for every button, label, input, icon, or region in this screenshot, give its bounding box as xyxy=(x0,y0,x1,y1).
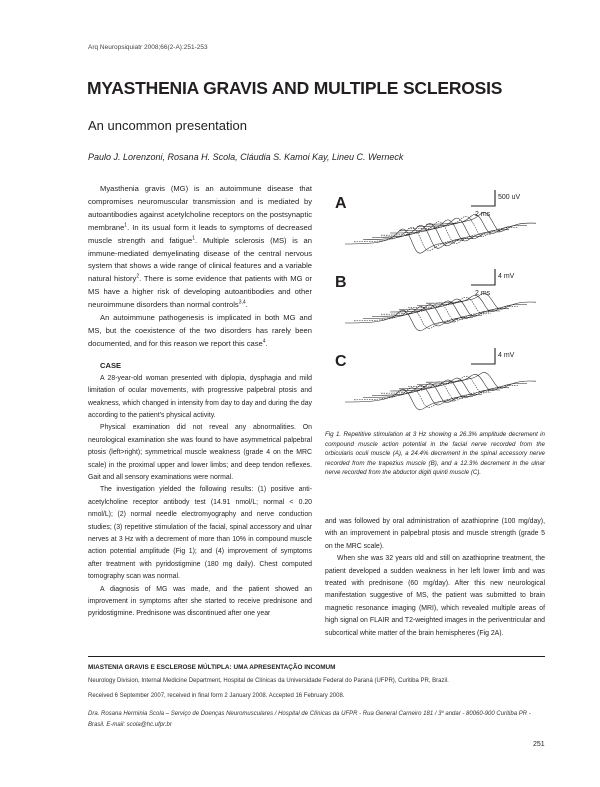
scale-time: 2 ms xyxy=(475,290,491,297)
case-paragraph-1: A 28-year-old woman presented with diplopia, dysphagia and mild limitation of ocular movements, with progressive palpebral ptosis and weakness, which changed in intensity from day to day and during the day according to the patient's physical activity. xyxy=(88,374,312,419)
correspondence-address: Dra. Rosana Herminia Scola – Serviço de Doenças Neuromusculares / Hospital de Clínicas da UFPR - Rua General Carneiro 181 / 3º andar - 80060-900 Curitiba PR - Brasil. E-mail: scola@hc.ufpr.br xyxy=(88,711,531,728)
figure-caption: Fig 1. Repetitive stimulation at 3 Hz showing a 26.3% amplitude decrement in compound muscle action potential in the facial nerve recorded from the orbicularis oculi muscle (A), a 24.4% decrement in the spinal accessory nerve recorded from the trapezius muscle (B), and a 12.3% decrement in the ulnar nerve recorded from the abductor digiti quinti muscle (C). xyxy=(325,431,545,477)
intro-paragraph-2: An autoimmune pathogenesis is implicated in both MG and MS, but the coexistence of the two disorders has rarely been documented, and for this reason we report this case$^4$. xyxy=(88,313,312,348)
figure-1 xyxy=(325,186,543,424)
scale-time: 2 ms xyxy=(475,211,491,218)
panel-label: B xyxy=(335,274,347,291)
scale-amplitude: 4 mV xyxy=(498,273,515,280)
case-paragraph-4: A diagnosis of MG was made, and the patient showed an improvement in symptoms after she started to receive prednisone and pyridostigmine. Prednisone was discontinued after one year xyxy=(88,585,312,618)
case-paragraph-3: The investigation yielded the following results: (1) positive anti-acetylcholine receptor antibody test (14.91 nmol/L; normal < 0.20 nmol/L); (2) normal needle electromyography and nerve conduction studies; (3) repetitive stimulation of the facial, spinal accessory and ulnar nerves at 3 Hz with a decrement of more than 10% in compound muscle action potential amplitude (Fig 1); and (4) improvement of symptoms after treatment with pyridostigmine (180 mg daily). Chest computed tomography scan was normal. xyxy=(88,486,312,581)
author-list: Paulo J. Lorenzoni, Rosana H. Scola, Cláudia S. Kamoi Kay, Lineu C. Werneck xyxy=(88,152,404,162)
page-number: 251 xyxy=(533,741,545,748)
portuguese-title: MIASTENIA GRAVIS E ESCLEROSE MÚLTIPLA: UMA APRESENTAÇÃO INCOMUM xyxy=(88,664,336,671)
panel-label: C xyxy=(335,353,347,370)
emg-traces-figure xyxy=(325,186,543,424)
right-column xyxy=(325,516,545,640)
scale-amplitude: 4 mV xyxy=(498,352,515,359)
case-paragraph-2: Physical examination did not reveal any abnormalities. On neurological examination she was found to have asymmetrical palpebral ptosis (left>right); symmetrical muscle weakness (grade 4 on the MRC scale) in the proximal upper and lower limbs; and deep tendon reflexes. Gait and all sensory examinations were normal. xyxy=(88,424,312,481)
affiliation-note: Neurology Division, Internal Medicine Department, Hospital de Clínicas da Universidade Federal do Paraná (UFPR), Curitiba PR, Brazil. xyxy=(88,678,449,684)
right-paragraph-1: and was followed by oral administration of azathioprine (100 mg/day), with an improvement in palpebral ptosis and muscle strength (grade 5 on the MRC scale). xyxy=(325,518,545,550)
intro-paragraph-1: Myasthenia gravis (MG) is an autoimmune disease that compromises neuromuscular transmission and is mediated by autoantibodies against acetylcholine receptors on the postsynaptic membrane$^1$. In its usual form it leads to symptoms of decreased muscle strength and fatigue$^1$. Multiple sclerosis (MS) is an immune-mediated demyelinating disease of the central nervous system that shows a wide range of clinical features and a variable natural history$^2$. There is some evidence that patients with MG or MS have a higher risk of developing autoantibodies and other neuroimmune disorders than normal controls$^{3,4}$. xyxy=(88,184,313,310)
left-column xyxy=(88,183,312,621)
footer-rule xyxy=(88,656,545,657)
article-subtitle: An uncommon presentation xyxy=(88,118,247,133)
panel-label: A xyxy=(335,195,347,212)
right-paragraph-2: When she was 32 years old and still on azathioprine treatment, the patient developed a sudden weakness in her left lower limb and was treated with prednisone (60 mg/day). After this new neurological manifestation suggestive of MS, the patient was submitted to brain magnetic resonance imaging (MRI), which revealed multiple areas of high signal on FLAIR and T2-weighted images in the periventricular and subcortical white matter of the brain hemispheres (Fig 2A). xyxy=(325,555,545,637)
scale-amplitude: 500 uV xyxy=(498,194,521,201)
received-note: Received 6 September 2007, received in final form 2 January 2008. Accepted 16 February 2008. xyxy=(88,693,345,699)
case-section xyxy=(88,373,312,621)
article-title: MYASTHENIA GRAVIS AND MULTIPLE SCLEROSIS xyxy=(87,78,503,98)
journal-reference: Arq Neuropsiquiatr 2008;66(2-A):251-253 xyxy=(88,44,208,51)
case-heading: CASE xyxy=(100,360,122,370)
